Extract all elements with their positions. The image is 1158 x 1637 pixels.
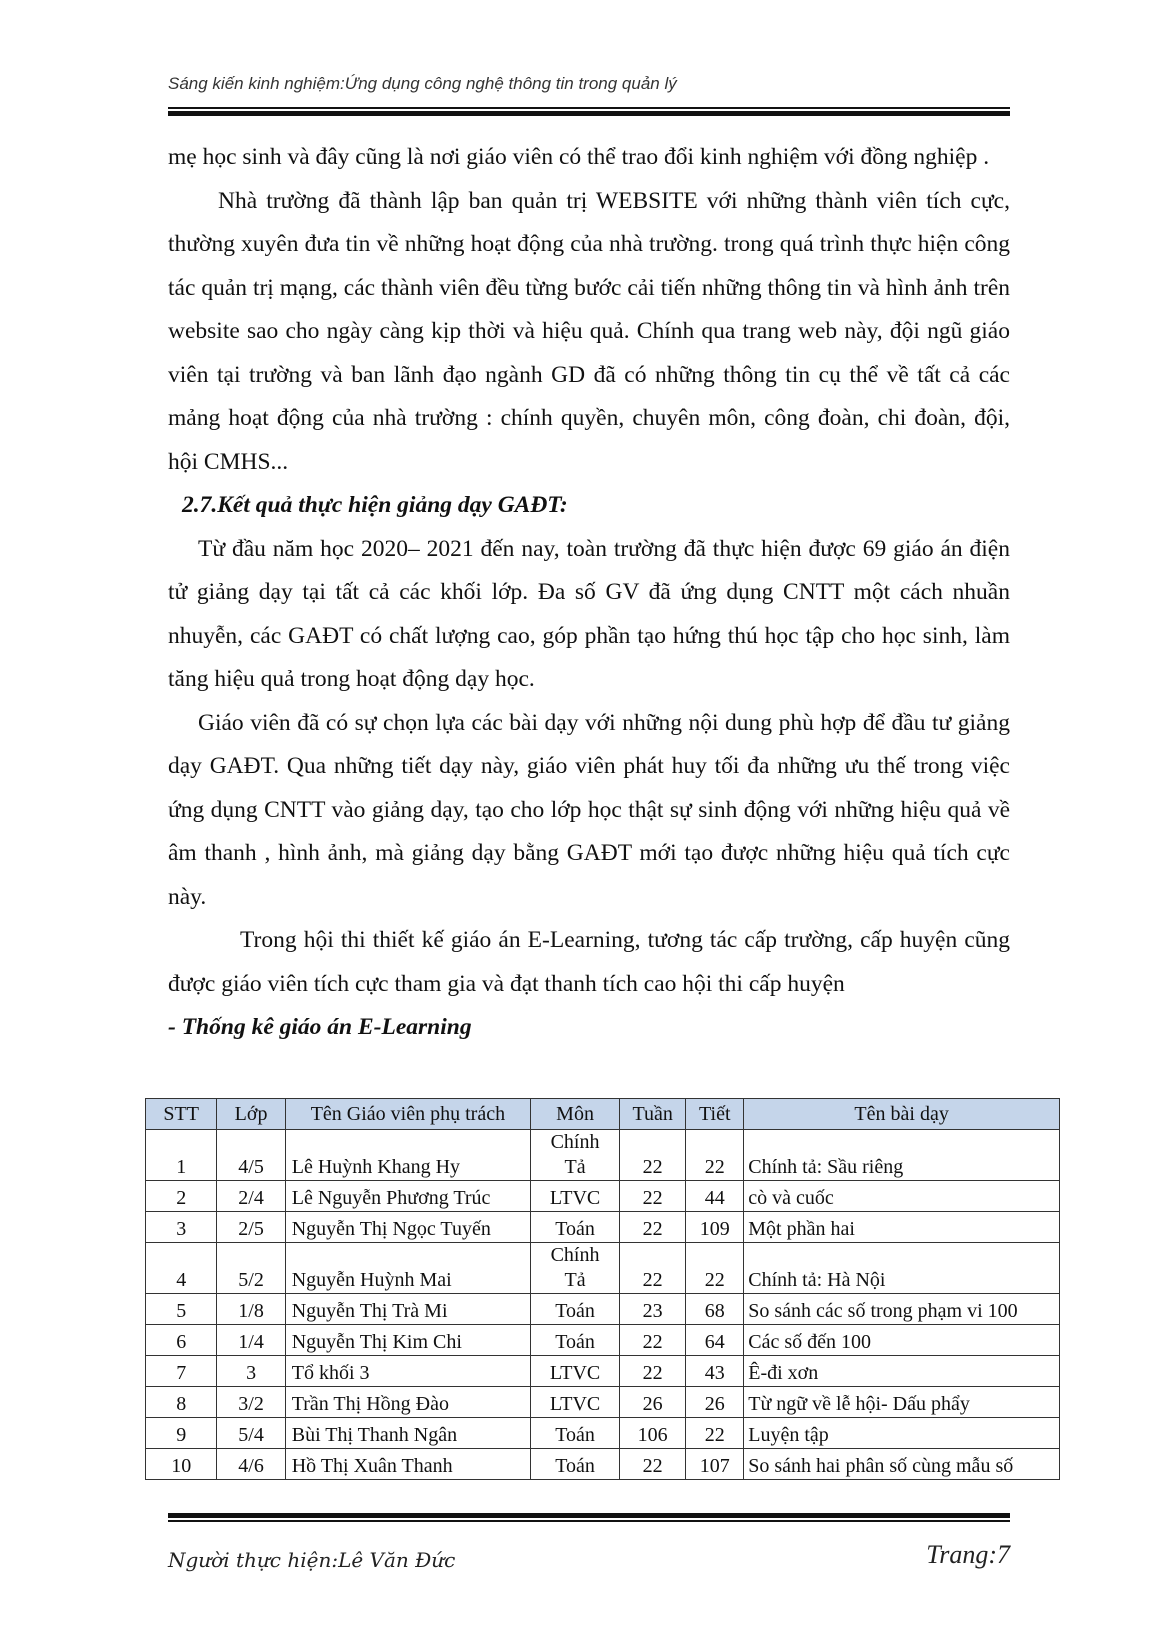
table-cell: 44 <box>686 1181 744 1212</box>
table-cell: LTVC <box>531 1387 620 1418</box>
table-cell: 10 <box>146 1449 217 1480</box>
table-cell: Một phần hai <box>744 1212 1060 1243</box>
table-cell: Trần Thị Hồng Đào <box>285 1387 530 1418</box>
table-cell: 109 <box>686 1212 744 1243</box>
column-header: Tiết <box>686 1099 744 1130</box>
table-cell: 3/2 <box>217 1387 285 1418</box>
table-cell: 23 <box>620 1294 686 1325</box>
page-header-title: Sáng kiến kinh nghiệm:Ứng dụng công nghệ thông tin trong quản lý <box>168 74 677 93</box>
header-rule <box>168 107 1010 116</box>
table-cell: 22 <box>620 1243 686 1294</box>
paragraph-4: Giáo viên đã có sự chọn lựa các bài dạy với những nội dung phù hợp để đầu tư giảng dạy GAĐT. Qua những tiết dạy này, giáo viên phát huy tối đa những ưu thế trong việc ứng dụng CNTT vào giảng dạy, tạo cho lớp học thật sự sinh động với những hiệu quả về âm thanh , hình ảnh, mà giảng dạy bằng GAĐT mới tạo được những hiệu quả tích cực này. <box>168 709 1010 910</box>
table-row <box>146 1130 1060 1181</box>
table-cell: Chính Tả <box>531 1243 620 1294</box>
table-cell: 22 <box>620 1325 686 1356</box>
table-row <box>146 1294 1060 1325</box>
table-cell: Ê-đi xơn <box>744 1356 1060 1387</box>
table-cell: 107 <box>686 1449 744 1480</box>
table-cell: Các số đến 100 <box>744 1325 1060 1356</box>
table-cell: 22 <box>686 1418 744 1449</box>
table-cell: 22 <box>620 1130 686 1181</box>
column-header: Lớp <box>217 1099 285 1130</box>
table-row <box>146 1356 1060 1387</box>
table-cell: 64 <box>686 1325 744 1356</box>
table-cell: Lê Huỳnh Khang Hy <box>285 1130 530 1181</box>
table-cell: 26 <box>686 1387 744 1418</box>
table-cell: Toán <box>531 1325 620 1356</box>
document-body <box>168 136 1010 1050</box>
footer-rule <box>168 1513 1010 1522</box>
table-cell: 22 <box>620 1212 686 1243</box>
table-cell: 7 <box>146 1356 217 1387</box>
table-cell: Tổ khối 3 <box>285 1356 530 1387</box>
table-row <box>146 1418 1060 1449</box>
column-header: STT <box>146 1099 217 1130</box>
page-number: Trang:7 <box>926 1540 1010 1569</box>
table-cell: 3 <box>217 1356 285 1387</box>
table-cell: Nguyễn Thị Kim Chi <box>285 1325 530 1356</box>
table-cell: 6 <box>146 1325 217 1356</box>
table-cell: Lê Nguyễn Phương Trúc <box>285 1181 530 1212</box>
table-cell: 22 <box>686 1243 744 1294</box>
table-cell: Chính Tả <box>531 1130 620 1181</box>
table-row <box>146 1212 1060 1243</box>
table-cell: 26 <box>620 1387 686 1418</box>
table-cell: 68 <box>686 1294 744 1325</box>
table-cell: Hồ Thị Xuân Thanh <box>285 1449 530 1480</box>
table-cell: 22 <box>620 1356 686 1387</box>
table-cell: 5/4 <box>217 1418 285 1449</box>
column-header: Môn <box>531 1099 620 1130</box>
paragraph-2: Nhà trường đã thành lập ban quản trị WEBSITE với những thành viên tích cực, thường xuyên đưa tin về những hoạt động của nhà trường. trong quá trình thực hiện công tác quản trị mạng, các thành viên đều từng bước cải tiến những thông tin và hình ảnh trên website sao cho ngày càng kịp thời và hiệu quả. Chính qua trang web này, đội ngũ giáo viên tại trường và ban lãnh đạo ngành GD đã có những thông tin cụ thể về tất cả các mảng hoạt động của nhà trường : chính quyền, chuyên môn, công đoàn, chi đoàn, đội, hội CMHS... <box>168 187 1010 475</box>
footer-author: Người thực hiện:Lê Văn Đức <box>168 1548 456 1572</box>
table-cell: Nguyễn Thị Trà Mi <box>285 1294 530 1325</box>
table-row <box>146 1181 1060 1212</box>
table-cell: 2 <box>146 1181 217 1212</box>
table-cell: 43 <box>686 1356 744 1387</box>
table-cell: 4 <box>146 1243 217 1294</box>
table-cell: 22 <box>686 1130 744 1181</box>
paragraph-3: Từ đầu năm học 2020– 2021 đến nay, toàn trường đã thực hiện được 69 giáo án điện tử giảng dạy tại tất cả các khối lớp. Đa số GV đã ứng dụng CNTT một cách nhuần nhuyễn, các GAĐT có chất lượng cao, góp phần tạo hứng thú học tập cho học sinh, làm tăng hiệu quả trong hoạt động dạy học. <box>168 535 1010 692</box>
table-cell: 4/5 <box>217 1130 285 1181</box>
table-header-row <box>146 1099 1060 1130</box>
table-cell: Toán <box>531 1418 620 1449</box>
table-cell: Toán <box>531 1449 620 1480</box>
table-cell: Chính tả: Sầu riêng <box>744 1130 1060 1181</box>
table-cell: LTVC <box>531 1181 620 1212</box>
table-cell: 2/5 <box>217 1212 285 1243</box>
table-cell: 22 <box>620 1181 686 1212</box>
table-row <box>146 1325 1060 1356</box>
table-cell: 2/4 <box>217 1181 285 1212</box>
column-header: Tên bài dạy <box>744 1099 1060 1130</box>
table-row <box>146 1449 1060 1480</box>
table-cell: 1 <box>146 1130 217 1181</box>
section-heading-2-7: 2.7.Kết quả thực hiện giảng dạy GAĐT: <box>182 492 568 518</box>
column-header: Tên Giáo viên phụ trách <box>285 1099 530 1130</box>
column-header: Tuần <box>620 1099 686 1130</box>
elearning-stats-table <box>145 1098 1060 1480</box>
paragraph-5: Trong hội thi thiết kế giáo án E-Learning, tương tác cấp trường, cấp huyện cũng được giáo viên tích cực tham gia và đạt thanh tích cao hội thi cấp huyện <box>168 927 1010 997</box>
table-cell: So sánh các số trong phạm vi 100 <box>744 1294 1060 1325</box>
table-cell: Nguyễn Huỳnh Mai <box>285 1243 530 1294</box>
table-cell: Toán <box>531 1294 620 1325</box>
table-cell: 22 <box>620 1449 686 1480</box>
table-cell: 4/6 <box>217 1449 285 1480</box>
table-cell: Nguyễn Thị Ngọc Tuyến <box>285 1212 530 1243</box>
table-row <box>146 1243 1060 1294</box>
table-cell: Từ ngữ về lễ hội- Dấu phẩy <box>744 1387 1060 1418</box>
table-title: - Thống kê giáo án E-Learning <box>168 1014 472 1040</box>
table-cell: 1/8 <box>217 1294 285 1325</box>
table-cell: 8 <box>146 1387 217 1418</box>
table-cell: Luyện tập <box>744 1418 1060 1449</box>
paragraph-1: mẹ học sinh và đây cũng là nơi giáo viên có thể trao đổi kinh nghiệm với đồng nghiệp . <box>168 144 990 170</box>
table-cell: cò và cuốc <box>744 1181 1060 1212</box>
table-cell: 9 <box>146 1418 217 1449</box>
table-cell: 1/4 <box>217 1325 285 1356</box>
table-row <box>146 1387 1060 1418</box>
table-cell: Chính tả: Hà Nội <box>744 1243 1060 1294</box>
table-cell: 106 <box>620 1418 686 1449</box>
table-cell: 5 <box>146 1294 217 1325</box>
table-cell: Bùi Thị Thanh Ngân <box>285 1418 530 1449</box>
table-cell: LTVC <box>531 1356 620 1387</box>
table-cell: Toán <box>531 1212 620 1243</box>
table-cell: So sánh hai phân số cùng mẫu số <box>744 1449 1060 1480</box>
table-cell: 3 <box>146 1212 217 1243</box>
table-cell: 5/2 <box>217 1243 285 1294</box>
